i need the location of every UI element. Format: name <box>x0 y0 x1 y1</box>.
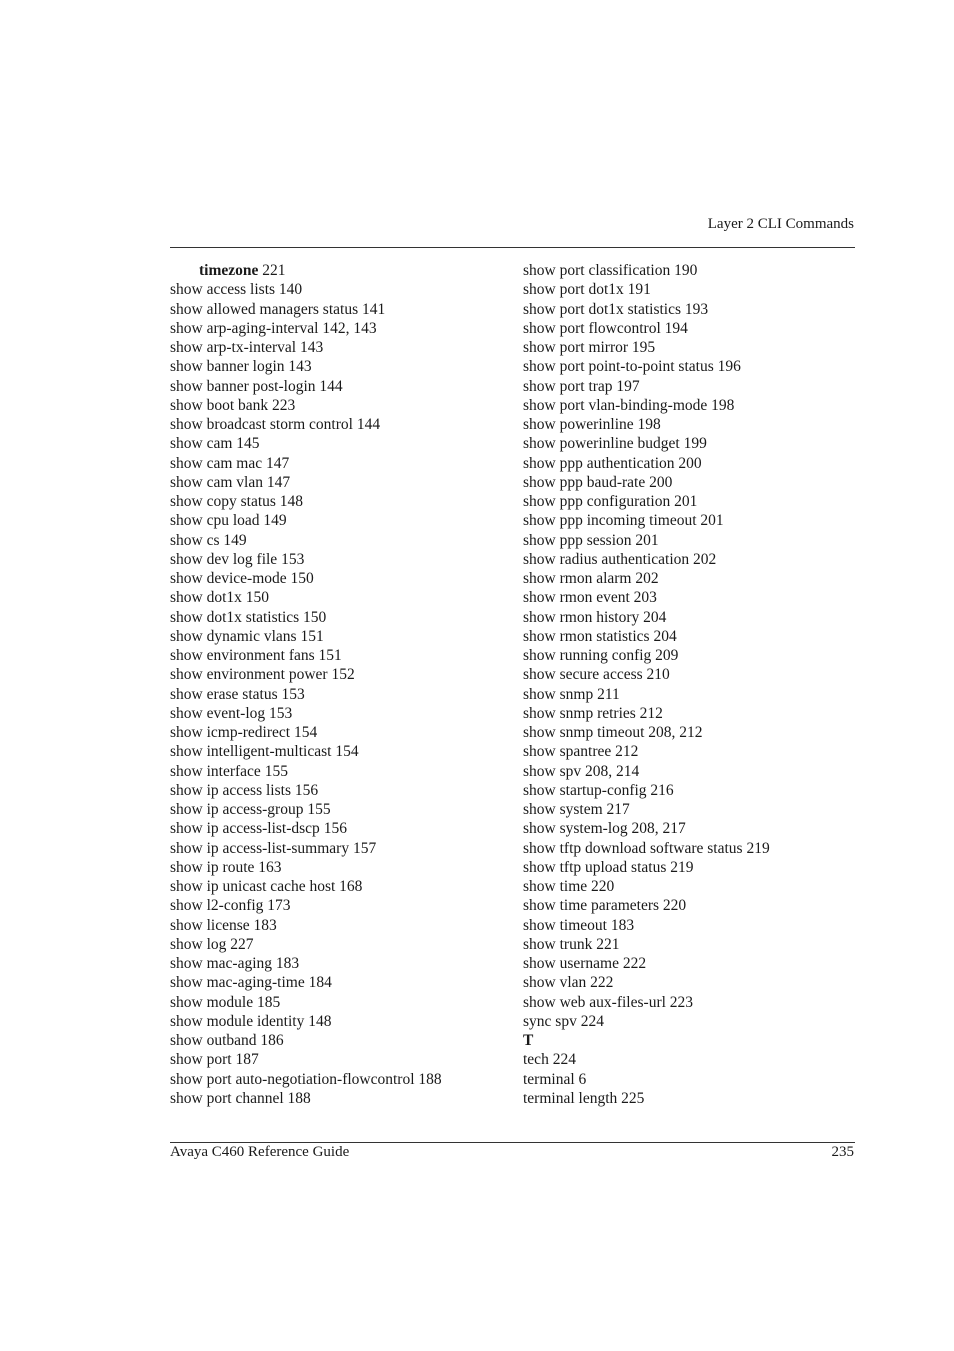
index-page-refs: 194 <box>664 319 688 337</box>
index-term: show ip access lists <box>170 781 291 799</box>
index-entry <box>170 1031 500 1050</box>
index-entry <box>170 646 500 665</box>
index-page-refs: 220 <box>662 897 687 915</box>
index-page-refs: 197 <box>616 377 640 395</box>
index-entry <box>170 492 500 511</box>
index-term: timezone <box>199 262 259 279</box>
index-page-refs: 154 <box>293 724 318 741</box>
index-term: show ppp baud-rate <box>523 473 646 491</box>
index-term: show ip route <box>170 858 255 876</box>
index-page-refs: 200 <box>678 454 702 472</box>
index-entry <box>523 319 853 338</box>
index-page-refs: 222 <box>590 974 614 992</box>
index-term: show username <box>523 955 619 972</box>
index-page-refs: 200 <box>649 473 673 491</box>
index-entry <box>170 338 500 357</box>
index-page-refs: 143 <box>288 358 312 376</box>
index-term: show port auto-negotiation-flowcontrol <box>170 1070 415 1088</box>
index-entry <box>523 357 853 376</box>
index-entry <box>523 434 853 453</box>
index-page-refs: 224 <box>552 1051 576 1069</box>
index-page-refs: 201 <box>635 531 659 549</box>
index-term: show port mirror <box>523 339 629 356</box>
index-term: show arp-tx-interval <box>170 339 297 356</box>
index-entry <box>523 646 853 665</box>
index-entry <box>523 916 853 935</box>
index-entry <box>523 511 853 530</box>
index-term: show powerinline budget <box>523 435 680 453</box>
index-entry <box>523 396 853 415</box>
index-page-refs: 208, 214 <box>585 762 640 780</box>
index-column-left <box>170 261 500 1108</box>
index-entry <box>523 300 853 319</box>
page-number: 235 <box>831 1144 854 1160</box>
index-entry <box>523 569 853 588</box>
index-term: show environment fans <box>170 647 315 664</box>
index-entry <box>523 800 853 819</box>
index-term: show time parameters <box>523 897 660 915</box>
index-page-refs: 157 <box>352 839 377 857</box>
index-page-refs: 183 <box>253 916 277 934</box>
index-entry <box>523 280 853 299</box>
index-term: show cam vlan <box>170 473 263 491</box>
index-entry <box>170 280 500 299</box>
footer-rule <box>170 1142 855 1143</box>
index-entry <box>523 819 853 838</box>
index-page-refs: 144 <box>319 377 343 395</box>
index-entry <box>523 685 853 704</box>
index-term: sync spv <box>523 1012 577 1030</box>
index-entry <box>523 896 853 915</box>
index-term: show module <box>170 993 254 1011</box>
index-term: terminal <box>523 1070 575 1088</box>
index-entry <box>170 723 500 742</box>
index-page-refs: 142, 143 <box>322 319 377 337</box>
index-entry <box>170 858 500 877</box>
index-term: show port vlan-binding-mode <box>523 396 708 414</box>
index-term: show ip unicast cache host <box>170 878 336 895</box>
index-entry <box>523 550 853 569</box>
index-page-refs: 150 <box>245 589 270 607</box>
index-term: show banner login <box>170 358 285 376</box>
index-entry <box>170 1050 500 1069</box>
index-entry <box>523 261 853 280</box>
index-page-refs: 191 <box>627 281 651 299</box>
index-term: show l2-config <box>170 897 264 915</box>
index-term: T <box>523 1032 534 1049</box>
index-entry <box>170 357 500 376</box>
index-entry <box>170 704 500 723</box>
index-entry <box>170 454 500 473</box>
index-page-refs: 204 <box>643 608 667 626</box>
index-page-refs: 141 <box>362 300 386 318</box>
index-term: show dot1x statistics <box>170 608 300 626</box>
index-page-refs: 153 <box>269 704 293 722</box>
index-entry <box>523 704 853 723</box>
index-term: show startup-config <box>523 781 647 799</box>
index-term: show port trap <box>523 377 613 395</box>
index-term: show port point-to-point status <box>523 358 714 376</box>
index-term: show dot1x <box>170 589 242 607</box>
index-term: show ppp session <box>523 531 632 549</box>
index-page-refs: 151 <box>318 647 342 664</box>
index-term: show erase status <box>170 685 278 703</box>
index-term: terminal length <box>523 1089 618 1107</box>
index-entry <box>170 973 500 992</box>
index-entry <box>523 781 853 800</box>
index-page-refs: 153 <box>281 685 305 703</box>
index-term: show secure access <box>523 666 643 684</box>
index-page-refs: 219 <box>670 858 694 876</box>
index-entry <box>170 935 500 954</box>
index-entry <box>523 492 853 511</box>
index-page-refs: 156 <box>294 781 319 799</box>
index-page-refs: 220 <box>591 878 615 895</box>
index-term: show web aux-files-url <box>523 993 666 1011</box>
index-term: show snmp retries <box>523 704 636 722</box>
index-page-refs: 223 <box>669 993 694 1011</box>
index-entry <box>523 993 853 1012</box>
index-term: show icmp-redirect <box>170 724 291 741</box>
index-entry <box>170 608 500 627</box>
index-page-refs: 151 <box>300 627 324 645</box>
index-page-refs: 224 <box>580 1012 604 1030</box>
index-term: show mac-aging <box>170 955 273 972</box>
index-term: show spv <box>523 762 582 780</box>
document-title: Avaya C460 Reference Guide <box>170 1144 350 1160</box>
index-entry <box>523 1089 853 1108</box>
index-letter-heading <box>523 1031 853 1050</box>
index-entry <box>523 608 853 627</box>
index-page-refs: 150 <box>303 608 327 626</box>
index-entry <box>523 935 853 954</box>
index-term: show access lists <box>170 281 276 299</box>
index-page-refs: 209 <box>655 647 679 664</box>
index-entry <box>170 1089 500 1108</box>
index-term: show banner post-login <box>170 377 316 395</box>
index-page-refs: 163 <box>258 858 282 876</box>
index-term: show tftp upload status <box>523 858 667 876</box>
index-entry <box>170 396 500 415</box>
index-term: show rmon statistics <box>523 627 650 645</box>
index-page-refs: 201 <box>700 512 724 530</box>
index-term: show vlan <box>523 974 587 992</box>
index-entry <box>523 454 853 473</box>
index-page-refs: 185 <box>256 993 281 1011</box>
index-entry <box>170 954 500 973</box>
index-entry <box>170 511 500 530</box>
index-entry <box>523 1070 853 1089</box>
index-page-refs: 148 <box>308 1012 332 1030</box>
index-page-refs: 183 <box>610 916 635 934</box>
index-page-refs: 221 <box>262 262 286 279</box>
index-term: show ip access-group <box>170 801 304 818</box>
index-term: show timeout <box>523 916 607 934</box>
index-page-refs: 144 <box>356 416 381 433</box>
index-term: show cam <box>170 435 233 453</box>
index-term: show ppp incoming timeout <box>523 512 697 530</box>
index-entry <box>170 993 500 1012</box>
index-page-refs: 193 <box>684 300 709 318</box>
index-term: show rmon history <box>523 608 640 626</box>
index-page-refs: 140 <box>278 281 303 299</box>
index-page-refs: 153 <box>281 550 305 568</box>
index-entry <box>170 550 500 569</box>
index-entry <box>170 839 500 858</box>
index-term: show snmp timeout <box>523 724 645 741</box>
index-page-refs: 216 <box>650 781 674 799</box>
index-page-refs: 217 <box>606 801 630 818</box>
header-rule <box>170 247 855 248</box>
index-page-refs: 148 <box>279 493 304 510</box>
index-entry <box>170 415 500 434</box>
index-page-refs: 155 <box>264 762 288 780</box>
index-entry <box>170 685 500 704</box>
index-term: show port <box>170 1051 232 1069</box>
index-page-refs: 212 <box>615 743 639 761</box>
index-term: show rmon alarm <box>523 570 632 587</box>
index-term: show event-log <box>170 704 266 722</box>
index-page-refs: 198 <box>637 416 661 433</box>
index-page-refs: 149 <box>263 512 287 530</box>
index-term: show log <box>170 935 227 953</box>
index-page-refs: 150 <box>290 570 314 587</box>
index-entry <box>523 588 853 607</box>
index-entry <box>170 319 500 338</box>
index-page-refs: 199 <box>683 435 707 453</box>
index-entry <box>170 896 500 915</box>
index-entry <box>170 531 500 550</box>
index-entry <box>523 839 853 858</box>
index-entry <box>523 627 853 646</box>
index-entry <box>170 300 500 319</box>
index-term: show ppp authentication <box>523 454 675 472</box>
index-page-refs: 225 <box>621 1089 645 1107</box>
index-page-refs: 195 <box>631 339 656 356</box>
index-term: show ppp configuration <box>523 493 671 510</box>
index-term: show allowed managers status <box>170 300 359 318</box>
index-page-refs: 212 <box>639 704 663 722</box>
index-entry <box>170 800 500 819</box>
index-page-refs: 145 <box>236 435 260 453</box>
index-term: show port flowcontrol <box>523 319 661 337</box>
index-page-refs: 223 <box>272 396 296 414</box>
index-page-refs: 187 <box>235 1051 259 1069</box>
index-page-refs: 147 <box>266 473 291 491</box>
index-entry <box>170 1012 500 1031</box>
index-entry <box>170 665 500 684</box>
index-term: show port dot1x <box>523 281 624 299</box>
index-entry <box>170 627 500 646</box>
index-term: show tftp download software status <box>523 839 743 857</box>
index-term: show port channel <box>170 1089 284 1107</box>
index-page-refs: 204 <box>653 627 677 645</box>
index-term: show outband <box>170 1032 257 1049</box>
index-term: show cpu load <box>170 512 260 530</box>
index-page-refs: 201 <box>674 493 698 510</box>
index-term: show ip access-list-summary <box>170 839 350 857</box>
index-page-refs: 6 <box>578 1070 587 1088</box>
index-entry <box>523 858 853 877</box>
index-term: show powerinline <box>523 416 634 433</box>
index-term: show license <box>170 916 250 934</box>
index-term: show radius authentication <box>523 550 690 568</box>
index-page-refs: 211 <box>597 685 620 703</box>
index-page-refs: 198 <box>711 396 735 414</box>
index-page-refs: 155 <box>307 801 331 818</box>
index-term: show running config <box>523 647 652 664</box>
index-page-refs: 184 <box>308 974 332 992</box>
index-column-right <box>523 261 853 1108</box>
index-term: show trunk <box>523 935 593 953</box>
index-term: show boot bank <box>170 396 269 414</box>
index-term: show arp-aging-interval <box>170 319 319 337</box>
index-term: show interface <box>170 762 261 780</box>
index-page-refs: 149 <box>223 531 247 549</box>
index-term: show module identity <box>170 1012 305 1030</box>
index-page-refs: 219 <box>746 839 770 857</box>
index-entry <box>523 973 853 992</box>
index-term: show snmp <box>523 685 594 703</box>
index-page-refs: 147 <box>265 454 290 472</box>
index-entry <box>523 762 853 781</box>
index-entry <box>523 1012 853 1031</box>
index-term: show intelligent-multicast <box>170 743 332 761</box>
index-entry <box>170 762 500 781</box>
index-page-refs: 156 <box>323 820 347 838</box>
index-page-refs: 143 <box>300 339 324 356</box>
index-term: show rmon event <box>523 589 630 607</box>
index-page-refs: 188 <box>287 1089 311 1107</box>
index-entry <box>170 569 500 588</box>
index-entry <box>523 338 853 357</box>
index-term: show environment power <box>170 666 328 684</box>
index-term: show copy status <box>170 493 276 510</box>
index-entry <box>523 473 853 492</box>
index-term: show cam mac <box>170 454 263 472</box>
index-entry <box>523 415 853 434</box>
index-page-refs: 203 <box>633 589 657 607</box>
index-page-refs: 221 <box>596 935 620 953</box>
index-entry <box>523 377 853 396</box>
index-term: show time <box>523 878 588 895</box>
index-entry <box>170 1070 500 1089</box>
index-page-refs: 227 <box>230 935 254 953</box>
index-entry <box>170 781 500 800</box>
index-entry <box>170 588 500 607</box>
index-entry <box>523 877 853 896</box>
index-term: show port dot1x statistics <box>523 300 682 318</box>
index-entry <box>523 742 853 761</box>
index-page-refs: 186 <box>260 1032 284 1049</box>
index-entry <box>170 377 500 396</box>
index-page-refs: 210 <box>646 666 670 684</box>
index-entry <box>523 531 853 550</box>
chapter-title: Layer 2 CLI Commands <box>707 216 854 232</box>
index-entry <box>170 819 500 838</box>
index-page-refs: 202 <box>635 570 659 587</box>
index-page-refs: 190 <box>674 262 698 279</box>
index-page-refs: 168 <box>339 878 363 895</box>
index-term: show system-log <box>523 820 628 838</box>
index-page-refs: 154 <box>335 743 359 761</box>
index-page-refs: 208, 217 <box>631 820 686 838</box>
index-term: show ip access-list-dscp <box>170 820 320 838</box>
index-entry <box>523 665 853 684</box>
index-entry <box>170 877 500 896</box>
index-term: show dynamic vlans <box>170 627 297 645</box>
index-page-refs: 188 <box>418 1070 442 1088</box>
index-term: show dev log file <box>170 550 278 568</box>
index-term: show mac-aging-time <box>170 974 305 992</box>
index-page-refs: 173 <box>267 897 291 915</box>
index-page-refs: 222 <box>622 955 647 972</box>
index-page-refs: 202 <box>693 550 717 568</box>
index-entry <box>170 261 500 280</box>
index-entry <box>170 434 500 453</box>
index-term: show broadcast storm control <box>170 416 353 433</box>
index-entry <box>170 473 500 492</box>
index-term: show device-mode <box>170 570 287 587</box>
index-entry <box>523 954 853 973</box>
index-term: show port classification <box>523 262 671 279</box>
index-page-refs: 208, 212 <box>648 724 703 741</box>
index-entry <box>170 742 500 761</box>
index-entry <box>170 916 500 935</box>
index-term: tech <box>523 1051 549 1069</box>
index-term: show spantree <box>523 743 612 761</box>
index-page-refs: 196 <box>717 358 741 376</box>
index-term: show system <box>523 801 603 818</box>
index-entry <box>523 1050 853 1069</box>
index-page-refs: 183 <box>275 955 300 972</box>
index-page-refs: 152 <box>331 666 355 684</box>
index-term: show cs <box>170 531 220 549</box>
index-entry <box>523 723 853 742</box>
